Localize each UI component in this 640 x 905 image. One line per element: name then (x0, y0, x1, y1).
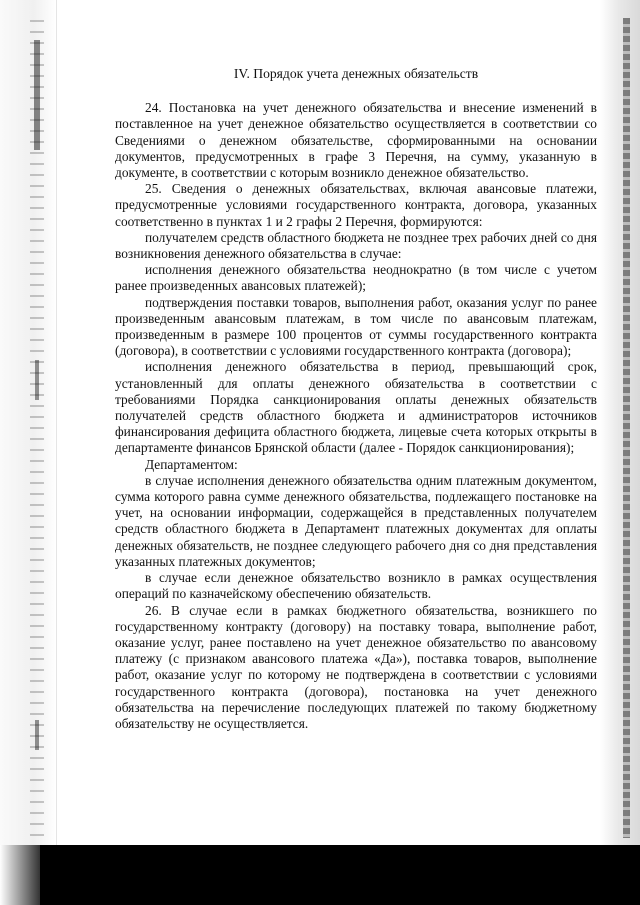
paragraph-recipient: получателем средств областного бюджета не позднее трех рабочих дней со дня возникновения денежного обязательства в случае: (115, 229, 597, 262)
paragraph-repeated-execution: исполнения денежного обязательства неоднократно (в том числе с учетом ранее произведенных авансовых платежей); (115, 262, 597, 294)
paragraph-single-payment: в случае исполнения денежного обязательства одним платежным документом, сумма которого равна сумме денежного обязательства, подлежащего постановке на учет, на основании информации, содержащейся в представленных получателем средств областного бюджета в Департамент платежных документах для оплаты денежных обязательств, не позднее следующего рабочего дня со дня представления указанных платежных документов; (115, 472, 597, 569)
paragraph-period-exceeding: исполнения денежного обязательства в период, превышающий срок, установленный для оплаты денежного обязательства в соответствии с требованиями Порядка санкционирования оплаты денежных обязательств получателей средств областного бюджета и администраторов источников финансирования дефицита областного бюджета, лицевые счета которых открыты в департаменте финансов Брянской области (далее - Порядок санкционирования); (115, 359, 597, 456)
paragraph-treasury-support: в случае если денежное обязательство возникло в рамках осуществления операций по казначейскому обеспечению обязательств. (115, 570, 597, 602)
scan-left-margin (0, 0, 56, 905)
paragraph-delivery-confirmation: подтверждения поставки товаров, выполнения работ, оказания услуг по ранее произведенным авансовым платежам, в том числе по авансовым платежам, произведенным в размере 100 процентов от суммы государственного контракта (договора), в соответствии с условиями государственного контракта (договора); (115, 294, 597, 359)
scan-smudge (34, 40, 40, 150)
paragraph-24: 24. Постановка на учет денежного обязательства и внесение изменений в поставленное на учет денежное обязательство осуществляется в соответствии со Сведениями о денежном обязательстве, сформированными на основании документов, предусмотренных в графе 3 Перечня, на сумму, указанную в документе, в соответствии с которым возникло денежное обязательство. (115, 100, 597, 181)
paragraph-25: 25. Сведения о денежных обязательствах, включая авансовые платежи, предусмотренные условиями государственного контракта, договора, указанных соответственно в пунктах 1 и 2 графы 2 Перечня, формируются: (115, 181, 597, 229)
scan-bottom-bar (40, 845, 640, 905)
document-page (115, 66, 597, 732)
paragraph-department: Департаментом: (145, 456, 238, 472)
scan-bottom-shade (0, 845, 40, 905)
section-heading: IV. Порядок учета денежных обязательств (233, 66, 479, 81)
scan-right-margin (600, 0, 640, 905)
scan-right-edge-marks (623, 18, 630, 838)
scan-smudge (35, 360, 39, 400)
scan-smudge (35, 720, 39, 750)
page-edge (56, 0, 57, 905)
paragraph-26: 26. В случае если в рамках бюджетного обязательства, возникшего по государственному контракту (договору) на поставку товара, выполнение работ, оказание услуг, ранее поставлено на учет денежное обязательство по авансовому платежу (с признаком авансового платежа «Да»), поставка товаров, выполнение работ, оказание услуг по которому не подтверждена в соответствии с условиями государственного контракта (договора), постановка на учет денежного обязательства на перечисление последующих платежей по такому бюджетному обязательству не осуществляется. (115, 602, 597, 731)
